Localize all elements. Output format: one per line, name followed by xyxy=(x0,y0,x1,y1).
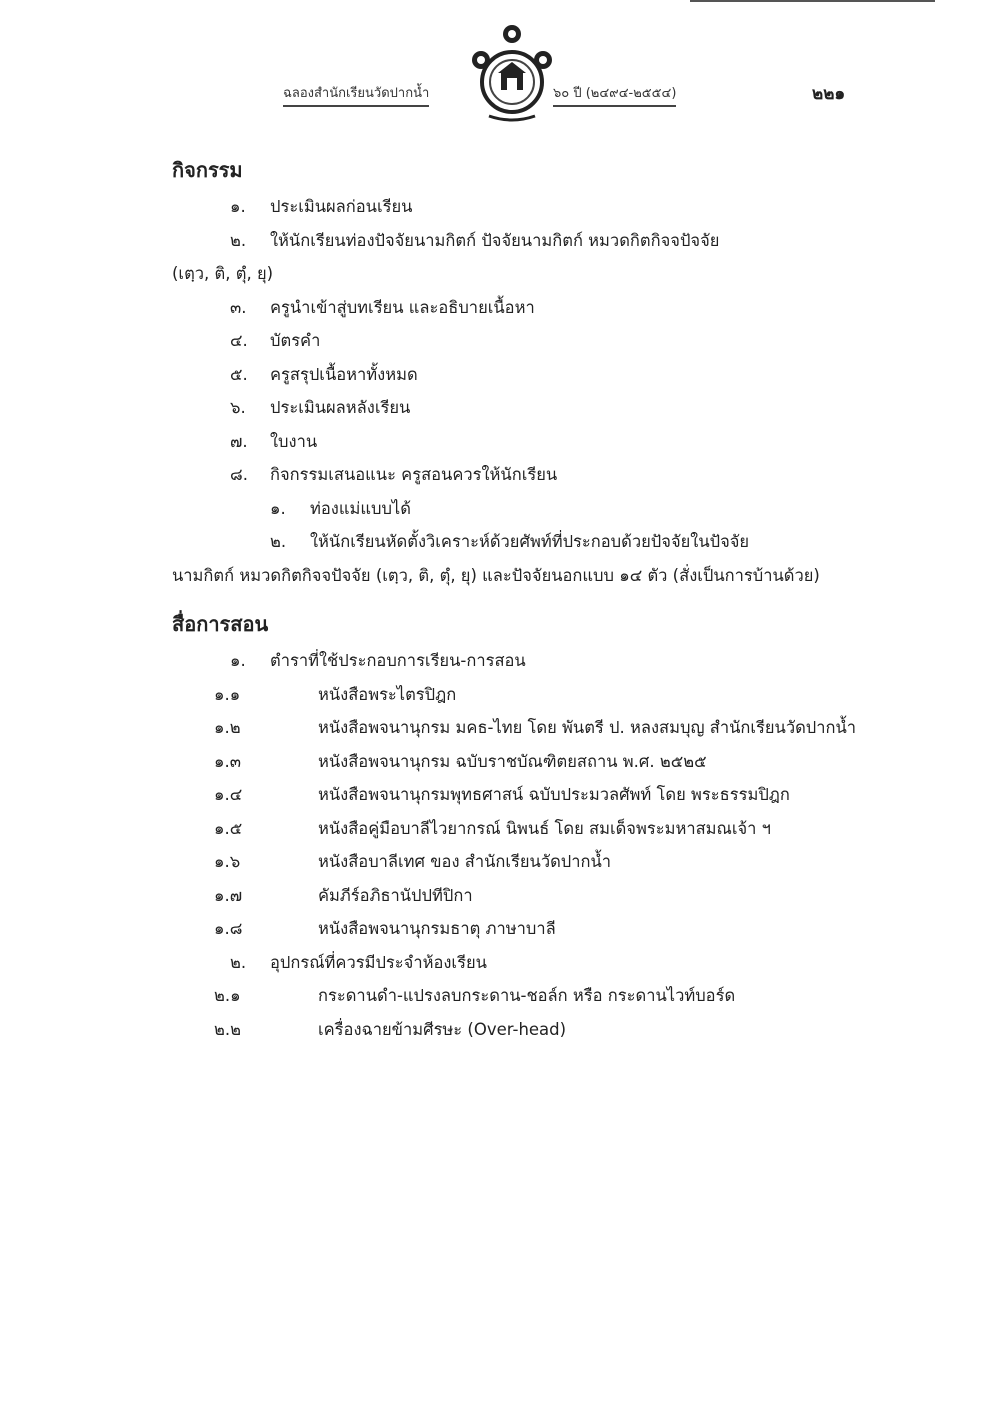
activity-sub-item: ๒. ให้นักเรียนหัดตั้งวิเคราะห์ด้วยศัพท์ที่ประกอบด้วยปัจจัยในปัจจัย xyxy=(270,532,750,551)
activity-item: ๘. กิจกรรมเสนอแนะ ครูสอนควรให้นักเรียน xyxy=(230,465,558,484)
media-item: ๒.๒ เครื่องฉายข้ามศีรษะ (Over-head) xyxy=(214,1019,567,1039)
page-body xyxy=(172,150,862,1046)
activity-item: ๓. ครูนำเข้าสู่บทเรียน และอธิบายเนื้อหา xyxy=(230,297,535,317)
activity-item: ๑. ประเมินผลก่อนเรียน xyxy=(230,197,413,216)
media-item: ๒.๑ กระดานดำ-แปรงลบกระดาน-ชอล์ก หรือ กระดานไวท์บอร์ด xyxy=(214,986,736,1005)
media-item: ๑.๑ หนังสือพระไตรปิฎก xyxy=(214,684,457,704)
activity-item-continuation: (เตฺว, ติ, ตุํ, ยุ) xyxy=(172,264,274,283)
activity-item: ๒. ให้นักเรียนท่องปัจจัยนามกิตก์ ปัจจัยนามกิตก์ หมวดกิตกิจจปัจจัย xyxy=(230,230,720,250)
media-group: ๑. ตำราที่ใช้ประกอบการเรียน-การสอน xyxy=(230,651,526,670)
media-item: ๑.๔ หนังสือพจนานุกรมพุทธศาสน์ ฉบับประมวลศัพท์ โดย พระธรรมปิฎก xyxy=(214,785,790,804)
activity-item: ๕. ครูสรุปเนื้อหาทั้งหมด xyxy=(230,364,418,384)
top-rule xyxy=(690,0,935,2)
activities-heading: กิจกรรม xyxy=(172,158,243,182)
media-item: ๑.๕ หนังสือคู่มือบาลีไวยากรณ์ นิพนธ์ โดย สมเด็จพระมหาสมณเจ้า ฯ xyxy=(214,818,771,838)
media-group: ๒. อุปกรณ์ที่ควรมีประจำห้องเรียน xyxy=(230,952,487,972)
activity-item: ๗. ใบงาน xyxy=(230,431,318,451)
media-item: ๑.๒ หนังสือพจนานุกรม มคธ-ไทย โดย พันตรี ป. หลงสมบุญ สำนักเรียนวัดปากน้ำ xyxy=(214,718,857,737)
media-heading: สื่อการสอน xyxy=(172,612,269,636)
header-right-text: ๖๐ ปี (๒๔๙๔-๒๕๕๔) xyxy=(553,82,676,107)
media-item: ๑.๖ หนังสือบาลีเทศ ของ สำนักเรียนวัดปากน้ำ xyxy=(214,852,612,871)
activity-item: ๔. บัตรคำ xyxy=(230,331,321,350)
activity-item: ๖. ประเมินผลหลังเรียน xyxy=(230,398,411,417)
activity-sub-item: ๑. ท่องแม่แบบได้ xyxy=(270,498,411,518)
header-left-text: ฉลองสำนักเรียนวัดปากน้ำ xyxy=(283,82,429,107)
media-item: ๑.๗ คัมภีร์อภิธานัปปทีปิกา xyxy=(214,885,473,905)
page-header xyxy=(283,20,743,130)
activity-sub-item-continuation: นามกิตก์ หมวดกิตกิจจปัจจัย (เตฺว, ติ, ตุํ, ยุ) และปัจจัยนอกแบบ ๑๔ ตัว (สั่งเป็นการบ้านด้วย) xyxy=(172,565,820,585)
media-item: ๑.๘ หนังสือพจนานุกรมธาตุ ภาษาบาลี xyxy=(214,919,556,938)
temple-seal-icon xyxy=(471,20,553,130)
page-number: ๒๒๑ xyxy=(812,84,846,104)
media-item: ๑.๓ หนังสือพจนานุกรม ฉบับราชบัณฑิตยสถาน พ.ศ. ๒๕๒๕ xyxy=(214,751,707,771)
